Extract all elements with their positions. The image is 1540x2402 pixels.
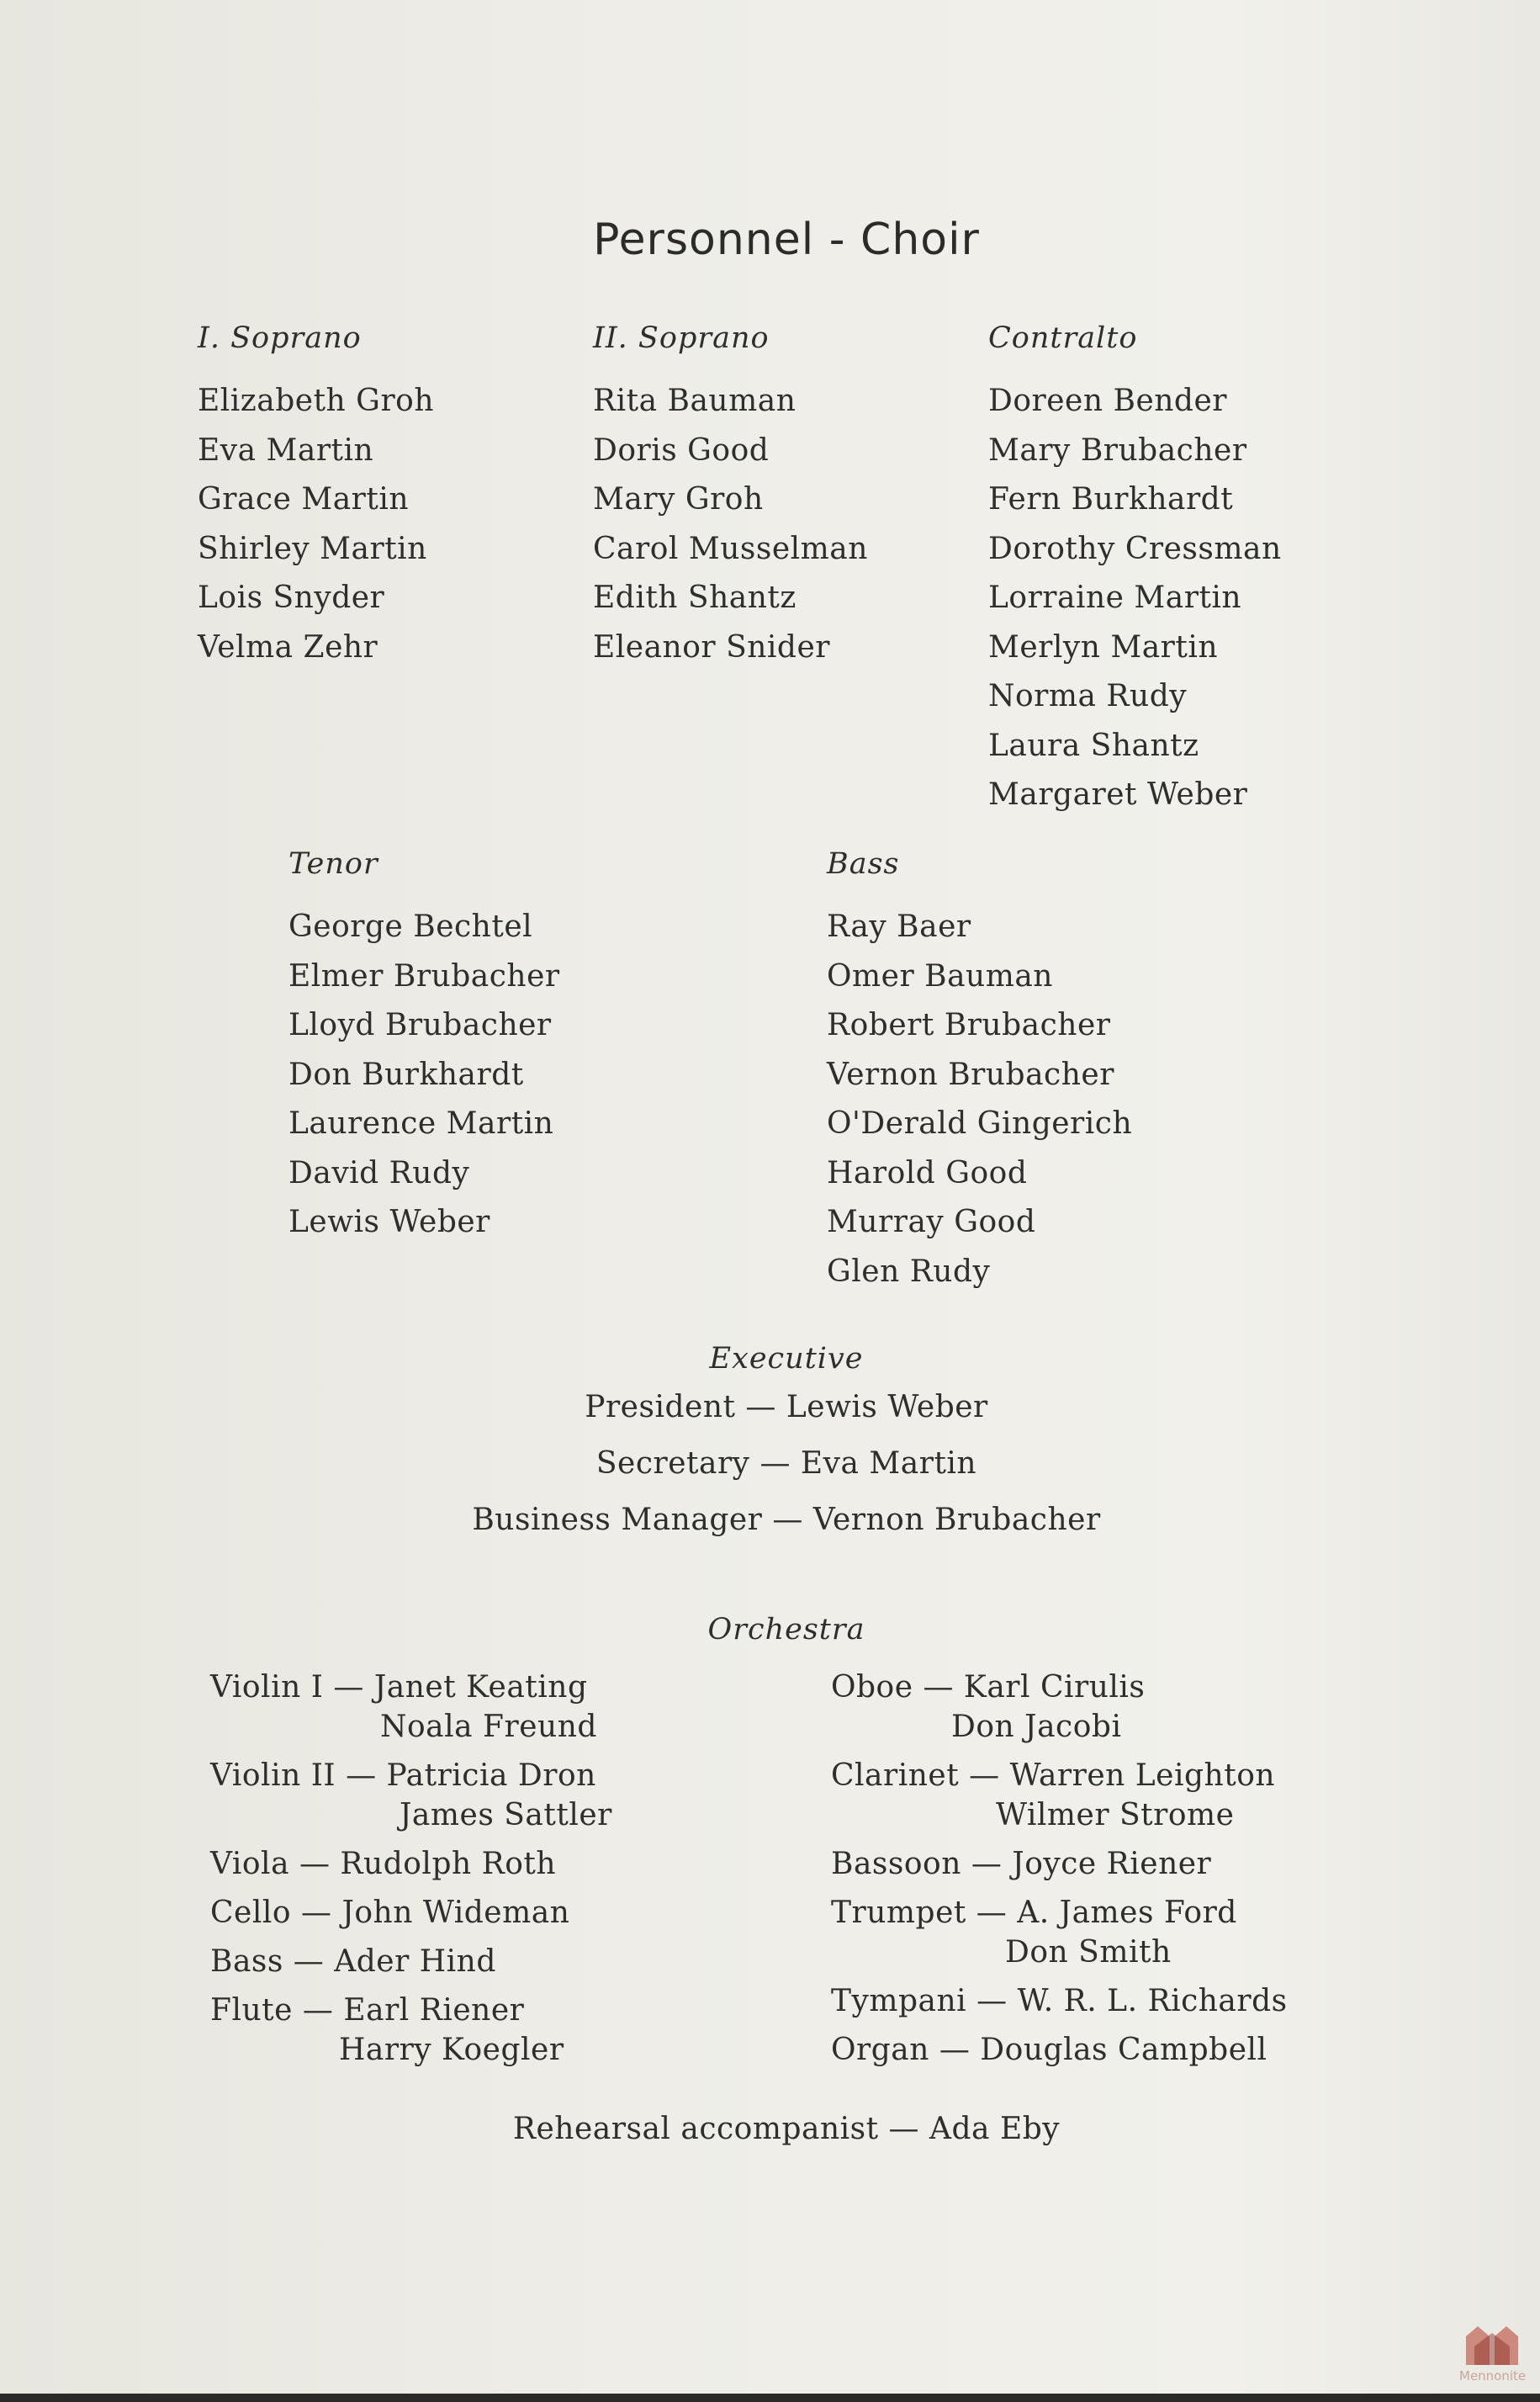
orchestra-entry-main: Trumpet — A. James Ford xyxy=(831,1896,1237,1930)
name-list xyxy=(198,377,434,672)
member-name: Rita Bauman xyxy=(593,384,796,418)
section-heading: I. Soprano xyxy=(198,321,362,355)
orchestra-entry-main: Oboe — Karl Cirulis xyxy=(831,1670,1146,1705)
section-heading: Contralto xyxy=(988,321,1138,355)
orchestra-entry-extra: James Sattler xyxy=(400,1798,612,1832)
watermark-icon xyxy=(1463,2323,1521,2367)
orchestra-entry-extra: Don Smith xyxy=(1005,1935,1172,1970)
section-bass xyxy=(827,847,1132,1296)
orchestra-entry-main: Clarinet — Warren Leighton xyxy=(831,1758,1276,1793)
orchestra-entry xyxy=(831,1844,1288,1884)
orchestra-entry-main: Violin I — Janet Keating xyxy=(210,1670,588,1705)
section-soprano-2 xyxy=(593,321,868,672)
member-name: Omer Bauman xyxy=(827,958,1053,994)
member-name: Shirley Martin xyxy=(198,531,427,566)
section-executive xyxy=(0,1342,1540,1548)
executive-line: Business Manager — Vernon Brubacher xyxy=(472,1503,1101,1537)
member-name: Mary Groh xyxy=(593,482,764,517)
member-name: Lloyd Brubacher xyxy=(288,1008,552,1042)
orchestra-entry xyxy=(210,1756,612,1835)
section-contralto xyxy=(988,321,1282,820)
member-name: David Rudy xyxy=(288,1155,470,1190)
orchestra-right-column xyxy=(831,1668,1288,2079)
name-list xyxy=(288,903,560,1248)
member-name: Lewis Weber xyxy=(288,1205,490,1239)
orchestra-entry-main: Viola — Rudolph Roth xyxy=(210,1847,557,1881)
section-heading: Bass xyxy=(827,847,900,881)
orchestra-entry-extra: Don Jacobi xyxy=(951,1710,1122,1744)
orchestra-entry-main: Flute — Earl Riener xyxy=(210,1993,525,2028)
member-name: Merlyn Martin xyxy=(988,629,1219,665)
executive-line: Secretary — Eva Martin xyxy=(595,1446,977,1481)
member-name: Lorraine Martin xyxy=(988,581,1242,615)
orchestra-entry-main: Cello — John Wideman xyxy=(210,1896,570,1930)
member-name: Margaret Weber xyxy=(988,777,1248,812)
member-name: Edith Shantz xyxy=(593,581,796,615)
member-name: Glen Rudy xyxy=(827,1254,991,1289)
member-name: Doreen Bender xyxy=(988,384,1227,418)
member-name: Robert Brubacher xyxy=(827,1008,1111,1042)
orchestra-entry-extra: Noala Freund xyxy=(380,1710,597,1744)
orchestra-entry xyxy=(210,1942,612,1981)
orchestra-entry xyxy=(831,2030,1288,2070)
member-name: Norma Rudy xyxy=(988,679,1188,713)
member-name: Velma Zehr xyxy=(198,629,378,665)
member-name: Vernon Brubacher xyxy=(827,1057,1114,1092)
member-name: Ray Baer xyxy=(827,909,971,944)
member-name: Laura Shantz xyxy=(988,728,1199,763)
executive-line: President — Lewis Weber xyxy=(585,1390,988,1424)
member-name: Eva Martin xyxy=(198,432,374,468)
member-name: Harold Good xyxy=(827,1155,1028,1190)
orchestra-entry-main: Organ — Douglas Campbell xyxy=(831,2033,1267,2067)
watermark-text: Mennonite xyxy=(1459,2368,1527,2383)
member-name: Grace Martin xyxy=(198,482,410,517)
orchestra-entry xyxy=(210,1893,612,1933)
orchestra-entry xyxy=(831,1756,1288,1835)
member-name: Fern Burkhardt xyxy=(988,482,1234,517)
orchestra-heading xyxy=(0,1613,1540,1668)
member-name: Murray Good xyxy=(827,1205,1036,1239)
member-name: Mary Brubacher xyxy=(988,432,1247,468)
orchestra-entry-extra: Harry Koegler xyxy=(339,2033,564,2067)
orchestra-entry xyxy=(831,1981,1288,2021)
section-heading: Tenor xyxy=(288,847,378,881)
orchestra-entry-main: Violin II — Patricia Dron xyxy=(210,1758,596,1793)
orchestra-entry xyxy=(831,1893,1288,1972)
orchestra-entry-main: Bassoon — Joyce Riener xyxy=(831,1847,1212,1881)
member-name: Doris Good xyxy=(593,432,770,468)
orchestra-entry xyxy=(831,1668,1288,1747)
orchestra-left-column xyxy=(210,1668,612,2079)
member-name: Dorothy Cressman xyxy=(988,531,1282,566)
member-name: Elmer Brubacher xyxy=(288,958,560,994)
member-name: Laurence Martin xyxy=(288,1106,554,1141)
orchestra-entry-extra: Wilmer Strome xyxy=(996,1798,1235,1832)
section-heading: Orchestra xyxy=(707,1613,865,1646)
section-heading: Executive xyxy=(709,1342,864,1376)
orchestra-entry xyxy=(210,1668,612,1747)
member-name: Eleanor Snider xyxy=(593,629,830,665)
section-soprano-1 xyxy=(198,321,434,672)
orchestra-entry xyxy=(210,1844,612,1884)
section-tenor xyxy=(288,847,560,1248)
watermark-logo xyxy=(1459,2323,1525,2383)
orchestra-entry-main: Bass — Ader Hind xyxy=(210,1944,496,1979)
member-name: Elizabeth Groh xyxy=(198,384,435,418)
member-name: Carol Musselman xyxy=(593,531,868,566)
name-list xyxy=(593,377,868,672)
page-edge xyxy=(0,2394,1540,2402)
member-name: Don Burkhardt xyxy=(288,1057,524,1092)
member-name: Lois Snyder xyxy=(198,581,385,615)
section-heading: II. Soprano xyxy=(593,321,770,355)
member-name: O'Derald Gingerich xyxy=(827,1106,1133,1141)
name-list xyxy=(988,377,1282,820)
page-title: Personnel - Choir xyxy=(593,215,980,265)
name-list xyxy=(827,903,1132,1296)
orchestra-entry xyxy=(210,1991,612,2070)
orchestra-entry-main: Tympani — W. R. L. Richards xyxy=(831,1984,1288,2018)
member-name: George Bechtel xyxy=(288,909,533,944)
accompanist-line: Rehearsal accompanist — Ada Eby xyxy=(512,2112,1061,2146)
